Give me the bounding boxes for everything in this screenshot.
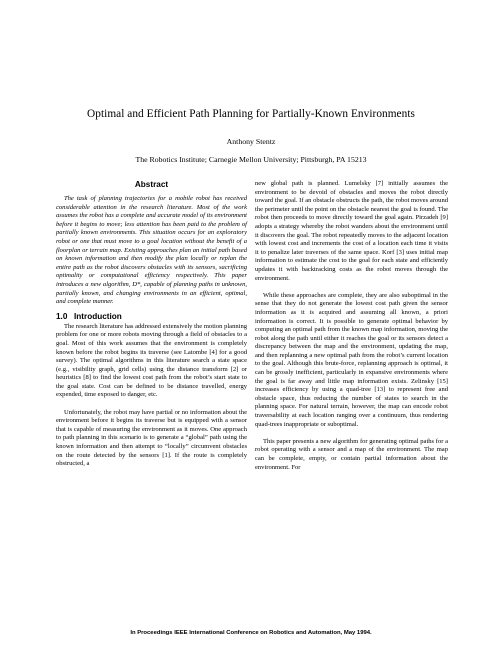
- left-column: [56, 180, 247, 469]
- publication-footer: In Proceedings IEEE International Conference on Robotics and Automation, May 1994.: [130, 630, 372, 636]
- intro-paragraph-2: Unfortunately, the robot may have partial or no information about the environment before it begins its traverse but is equipped with a sensor that is capable of measuring the environment as it moves. One approach to path planning in this scenario is to generate a “global” path using the known information and then attempt to “locally” circumvent obstacles on the route detected by the sensors [1]. If the route is completely obstructed, a: [56, 408, 247, 468]
- author-name: Anthony Stentz: [226, 137, 276, 146]
- author-affiliation: The Robotics Institute; Carnegie Mellon University; Pittsburgh, PA 15213: [135, 155, 367, 164]
- intro-paragraph-1: The research literature has addressed extensively the motion planning problem for one or more robots moving through a field of obstacles to a goal. Most of this work assumes that the environment is completely known before the robot begins its traverse (see Latombe [4] for a good survey). The optimal algorithms in this literature search a state space (e.g., visibility graph, grid cells) using the distance transform [2] or heuristics [8] to find the lowest cost path from the robot’s start state to the goal state. Cost can be defined to be distance travelled, energy expended, time exposed to danger, etc.: [56, 322, 247, 399]
- section-heading-introduction: [56, 311, 247, 322]
- right-column: [255, 180, 448, 472]
- section-title: Introduction: [74, 311, 122, 321]
- intro-paragraph-4: While these approaches are complete, they are also suboptimal in the sense that they do not generate the lowest cost path given the sensor information as it is acquired and assuming all known, a priori information is correct. It is possible to generate optimal behavior by computing an optimal path from the known map information, moving the robot along the path until either it reaches the goal or its sensors detect a discrepancy between the map and the environment, updating the map, and then replanning a new optimal path from the robot’s current location to the goal. Although this brute-force, replanning approach is optimal, it can be grossly inefficient, particularly in expansive environments where the goal is far away and little map information exists. Zelinsky [15] increases efficiency by using a quad-tree [13] to represent free and obstacle space, thus reducing the number of states to search in the planning space. For natural terrain, however, the map can encode robot traversability at each location ranging over a continuum, thus rendering quad-trees inappropriate or suboptimal.: [255, 291, 448, 428]
- abstract-text: The task of planning trajectories for a mobile robot has received considerable attention in the research literature. Most of the work assumes the robot has a complete and accurate model of its environment before it begins to move; less attention has been paid to the problem of partially known environments. This situation occurs for an exploratory robot or one that must move to a goal location without the benefit of a floorplan or terrain map. Existing approaches plan an initial path based on known information and then modify the plan locally or replan the entire path as the robot discovers obstacles with its sensors, sacrificing optimality or computational efficiency respectively. This paper introduces a new algorithm, D*, capable of planning paths in unknown, partially known, and changing environments in an efficient, optimal, and complete manner.: [56, 195, 247, 306]
- paper-title: Optimal and Efficient Path Planning for Partially-Known Environments: [87, 108, 415, 120]
- intro-paragraph-5: This paper presents a new algorithm for generating optimal paths for a robot operating with a sensor and a map of the environment. The map can be complete, empty, or contain partial information about the environment. For: [255, 437, 448, 471]
- intro-paragraph-3: new global path is planned. Lumelsky [7] initially assumes the environment to be devoid of obstacles and moves the robot directly toward the goal. If an obstacle obstructs the path, the robot moves around the perimeter until the point on the obstacle nearest the goal is found. The robot then proceeds to move directly toward the goal again. Pirzadeh [9] adopts a strategy whereby the robot wanders about the environment until it discovers the goal. The robot repeatedly moves to the adjacent location with lowest cost and increments the cost of a location each time it visits it to penalize later traverses of the same space. Korf [3] uses initial map information to estimate the cost to the goal for each state and efficiently updates it with backtracking costs as the robot moves through the environment.: [255, 180, 448, 282]
- abstract-heading: Abstract: [134, 180, 169, 189]
- section-number: 1.0: [56, 311, 68, 321]
